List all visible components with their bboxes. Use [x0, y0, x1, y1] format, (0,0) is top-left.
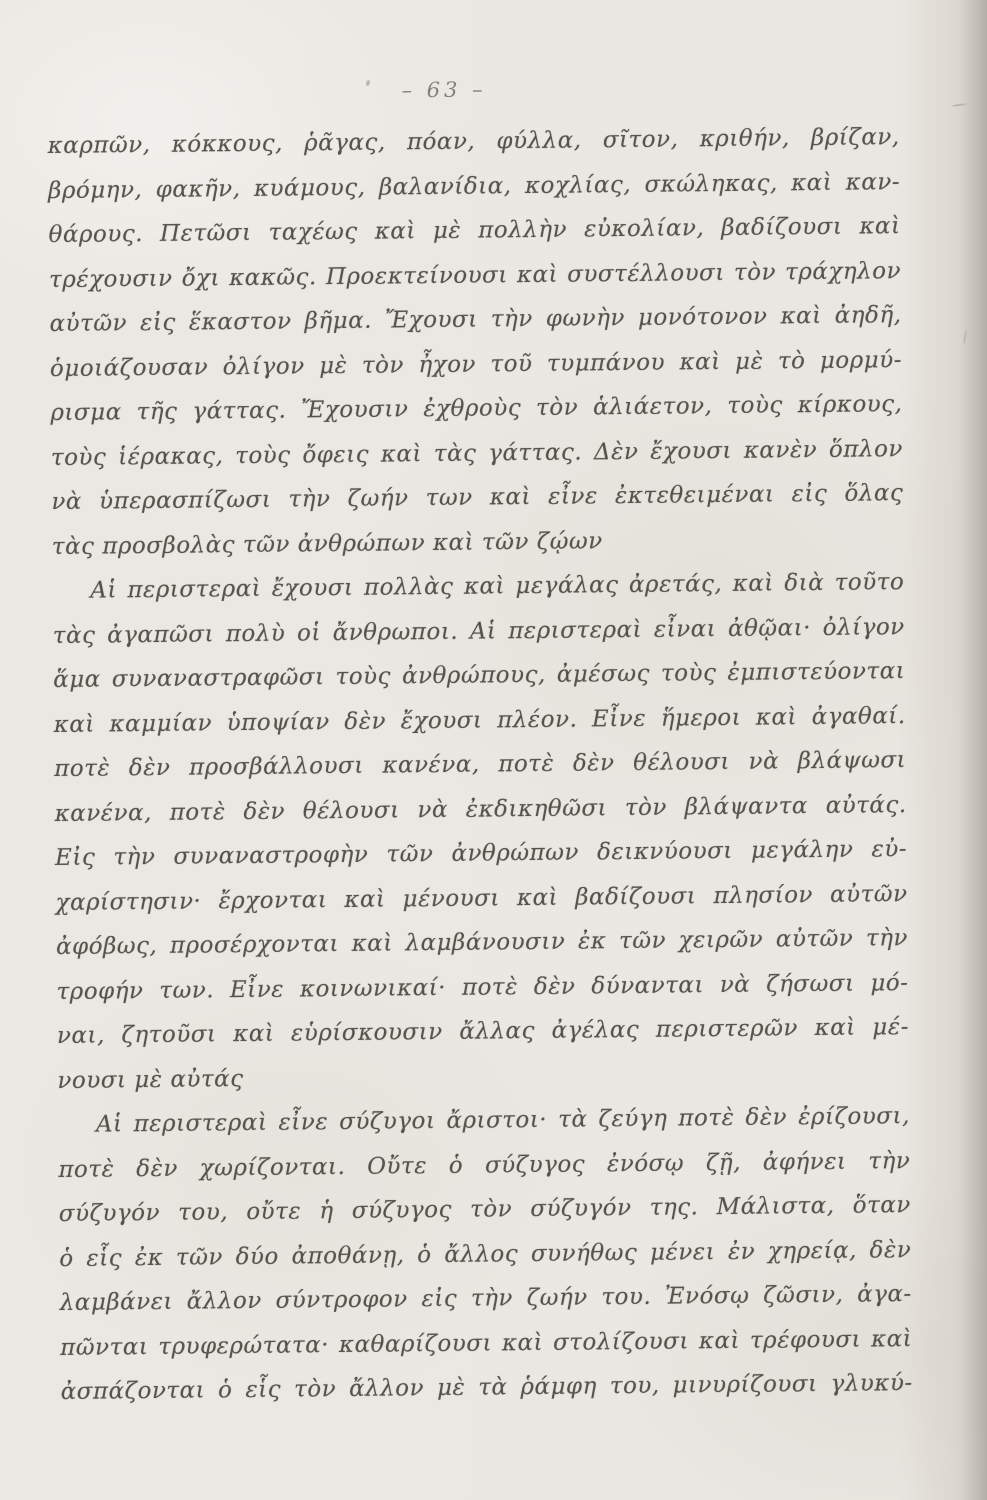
text-line: ἀφόβως, προσέρχονται καὶ λαμβάνουσιν ἐκ τῶν χειρῶν αὐτῶν τὴν [55, 925, 909, 960]
text-line: τὰς προσβολὰς τῶν ἀνθρώπων καὶ τῶν ζῴων [51, 527, 603, 560]
page-text [47, 115, 912, 1414]
text-line: λαμβάνει ἄλλον σύντροφον εἰς τὴν ζωήν του. Ἐνόσῳ ζῶσιν, ἀγα- [59, 1281, 912, 1316]
text-line: καρπῶν, κόκκους, ῥᾶγας, πόαν, φύλλα, σῖτον, κριθήν, βρίζαν, [47, 124, 900, 160]
text-line: τοὺς ἱέρακας, τοὺς ὄφεις καὶ τὰς γάττας. Δὲν ἔχουσι κανὲν ὅπλον [50, 435, 903, 471]
text-line: Εἰς τὴν συναναστροφὴν τῶν ἀνθρώπων δεικνύουσι μεγάλην εὐ- [54, 836, 908, 871]
text-line: κανένα, ποτὲ δὲν θέλουσι νὰ ἐκδικηθῶσι τὸν βλάψαντα αὐτάς. [54, 791, 907, 827]
text-line: αὐτῶν εἰς ἕκαστον βῆμα. Ἔχουσι τὴν φωνὴν μονότονον καὶ ἀηδῆ, [49, 302, 902, 338]
text-line: Αἱ περιστεραὶ εἶνε σύζυγοι ἄριστοι· τὰ ζεύγη ποτὲ δὲν ἐρίζουσι, [95, 1103, 910, 1138]
text-line: ἅμα συναναστραφῶσι τοὺς ἀνθρώπους, ἀμέσως τοὺς ἐμπιστεύονται [53, 658, 906, 694]
text-line: Αἱ περιστεραὶ ἔχουσι πολλὰς καὶ μεγάλας ἀρετάς, καὶ διὰ τοῦτο [90, 569, 905, 604]
text-line: ἀσπάζονται ὁ εἷς τὸν ἄλλον μὲ τὰ ῥάμφη του, μινυρίζουσι γλυκύ- [60, 1370, 913, 1405]
text-line: πῶνται τρυφερώτατα· καθαρίζουσι καὶ στολίζουσι καὶ τρέφουσι καὶ [60, 1325, 913, 1361]
text-line: τρέχουσιν ὄχι κακῶς. Προεκτείνουσι καὶ συστέλλουσι τὸν τράχηλον [48, 257, 902, 293]
page-content [46, 0, 913, 1414]
text-line: χαρίστησιν· ἔρχονται καὶ μένουσι καὶ βαδίζουσι πλησίον αὐτῶν [55, 880, 908, 916]
text-line: θάρους. Πετῶσι ταχέως καὶ μὲ πολλὴν εὐκολίαν, βαδίζουσι καὶ [48, 213, 901, 249]
text-line: καὶ καμμίαν ὑποψίαν δὲν ἔχουσι πλέον. Εἶνε ἥμεροι καὶ ἀγαθαί. [53, 702, 906, 738]
text-line: νουσι μὲ αὐτάς [57, 1065, 244, 1094]
page-number: – 63 – [401, 77, 487, 103]
text-line: ρισμα τῆς γάττας. Ἔχουσιν ἐχθροὺς τὸν ἁλιάετον, τοὺς κίρκους, [50, 391, 903, 427]
text-line: ὁ εἷς ἐκ τῶν δύο ἀποθάνῃ, ὁ ἄλλος συνήθως μένει ἐν χηρείᾳ, δὲν [59, 1236, 912, 1272]
text-line: ποτὲ δὲν προσβάλλουσι κανένα, ποτὲ δὲν θέλουσι νὰ βλάψωσι [54, 747, 907, 783]
page-edge-shadow [961, 0, 987, 1500]
text-line: ὁμοιάζουσαν ὀλίγον μὲ τὸν ἦχον τοῦ τυμπάνου καὶ μὲ τὸ μορμύ- [49, 346, 903, 382]
text-line: ποτὲ δὲν χωρίζονται. Οὔτε ὁ σύζυγος ἐνόσῳ ζῇ, ἀφήνει τὴν [58, 1147, 911, 1183]
text-line: τροφήν των. Εἶνε κοινωνικαί· ποτὲ δὲν δύνανται νὰ ζήσωσι μό- [56, 969, 909, 1005]
text-line: νὰ ὑπερασπίζωσι τὴν ζωήν των καὶ εἶνε ἐκτεθειμέναι εἰς ὅλας [51, 480, 904, 516]
text-line: βρόμην, φακῆν, κυάμους, βαλανίδια, κοχλίας, σκώληκας, καὶ καν- [47, 168, 901, 204]
text-line: ναι, ζητοῦσι καὶ εὑρίσκουσιν ἄλλας ἀγέλας περιστερῶν καὶ μέ- [56, 1014, 910, 1049]
text-line: τὰς ἀγαπῶσι πολὺ οἱ ἄνθρωποι. Αἱ περιστεραὶ εἶναι ἀθῷαι· ὀλίγον [52, 613, 905, 649]
text-line: σύζυγόν του, οὔτε ἡ σύζυγος τὸν σύζυγόν της. Μάλιστα, ὅταν [58, 1192, 911, 1227]
